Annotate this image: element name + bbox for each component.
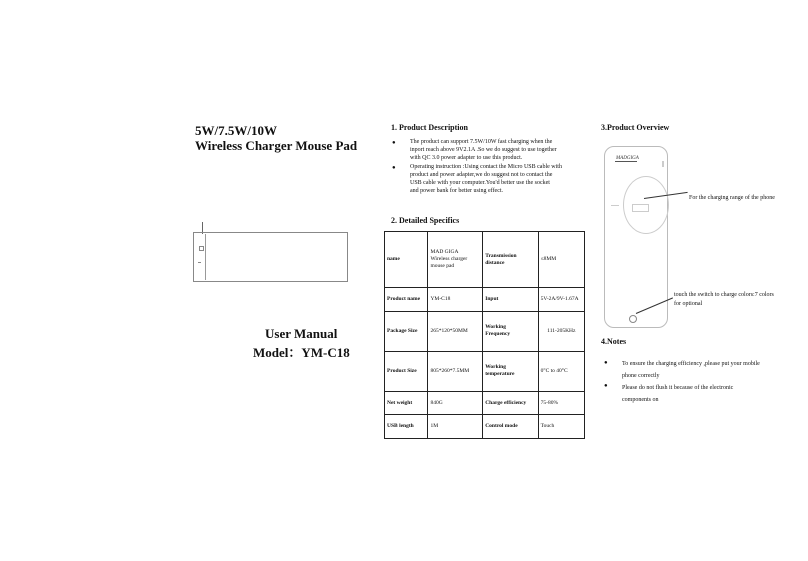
product-port-icon bbox=[199, 246, 204, 251]
charging-coil-icon bbox=[632, 204, 649, 212]
spec-label-cell: Charge efficiency bbox=[483, 391, 538, 415]
callout-touch-switch: touch the switch to charge colors:7 colors for optional bbox=[674, 292, 774, 307]
callout-charging-range: For the charging range of the phone bbox=[689, 195, 775, 201]
spec-label-cell: Input bbox=[483, 288, 538, 312]
spec-label-cell: Control mode bbox=[483, 415, 538, 439]
bullet-icon: ● bbox=[604, 360, 608, 366]
table-row bbox=[385, 351, 585, 391]
spec-label-cell: Transmission distance bbox=[483, 232, 538, 288]
table-row bbox=[385, 415, 585, 439]
spec-value-cell: 5V-2A/9V-1.67A bbox=[538, 288, 584, 312]
spec-label-cell: Working temperature bbox=[483, 351, 538, 391]
table-row bbox=[385, 288, 585, 312]
spec-label-cell: Product name bbox=[385, 288, 428, 312]
notes-heading: 4.Notes bbox=[601, 337, 627, 346]
manual-title: User Manual bbox=[265, 326, 338, 341]
spec-value-cell: 840G bbox=[428, 391, 483, 415]
spec-value-cell: MAD GIGA Wireless charger mouse pad bbox=[428, 232, 483, 288]
description-heading: 1. Product Description bbox=[391, 123, 468, 132]
brand-logo: MADGIGA bbox=[616, 156, 639, 161]
notes-bullet-2: Please do not flush it because of the electronic components on bbox=[622, 385, 734, 403]
spec-value-cell: 111-205KHz bbox=[538, 311, 584, 351]
table-row bbox=[385, 391, 585, 415]
spec-value-cell: 805*260*7.5MM bbox=[428, 351, 483, 391]
mousepad-diagram bbox=[604, 146, 668, 328]
usb-port-icon bbox=[662, 161, 664, 167]
bullet-icon: ● bbox=[392, 140, 396, 146]
cover-title-line2: Wireless Charger Mouse Pad bbox=[195, 138, 358, 153]
product-image bbox=[193, 232, 348, 282]
model-number: Model：YM-C18 bbox=[253, 345, 350, 360]
spec-value-cell: ≤8MM bbox=[538, 232, 584, 288]
bullet-icon: ● bbox=[604, 383, 608, 389]
spec-label-cell: USB length bbox=[385, 415, 428, 439]
logo-underline bbox=[615, 161, 637, 162]
overview-heading: 3.Product Overview bbox=[601, 123, 670, 132]
spec-value-cell: 75-80% bbox=[538, 391, 584, 415]
pad-marking bbox=[611, 205, 619, 206]
spec-value-cell: YM-C18 bbox=[428, 288, 483, 312]
notes-bullet-1: To ensure the charging efficiency ,please put your mobile phone correctly bbox=[622, 361, 760, 379]
spec-value-cell: Touch bbox=[538, 415, 584, 439]
spec-label-cell: name bbox=[385, 232, 428, 288]
description-bullet-2: Operating instruction :Using contact the Micro USB cable with product and power adapter,we do suggest not to contact the USB cable with your computer.You'd better use the socket and power bank for better using effect. bbox=[410, 164, 562, 194]
spec-value-cell: 265*120*50MM bbox=[428, 311, 483, 351]
touch-switch-icon bbox=[629, 315, 637, 323]
spec-value-cell: 0°C to 40°C bbox=[538, 351, 584, 391]
spec-label-cell: Working Frequency bbox=[483, 311, 538, 351]
product-side-strip bbox=[197, 234, 206, 280]
description-bullet-1: The product can support 7.5W/10W fast charging when the inport reach above 9V2.1A .So we do suggest to use together with QC 3.0 power adapter to use this product. bbox=[410, 139, 557, 161]
specifics-heading: 2. Detailed Specifics bbox=[391, 216, 460, 225]
cover-title-line1: 5W/7.5W/10W bbox=[195, 123, 277, 138]
spec-label-cell: Net weight bbox=[385, 391, 428, 415]
specifics-table bbox=[384, 231, 585, 439]
table-row bbox=[385, 311, 585, 351]
table-row bbox=[385, 232, 585, 288]
spec-value-cell: 1M bbox=[428, 415, 483, 439]
spec-label-cell: Product Size bbox=[385, 351, 428, 391]
spec-label-cell: Package Size bbox=[385, 311, 428, 351]
bullet-icon: ● bbox=[392, 165, 396, 171]
product-led-icon bbox=[198, 262, 201, 263]
